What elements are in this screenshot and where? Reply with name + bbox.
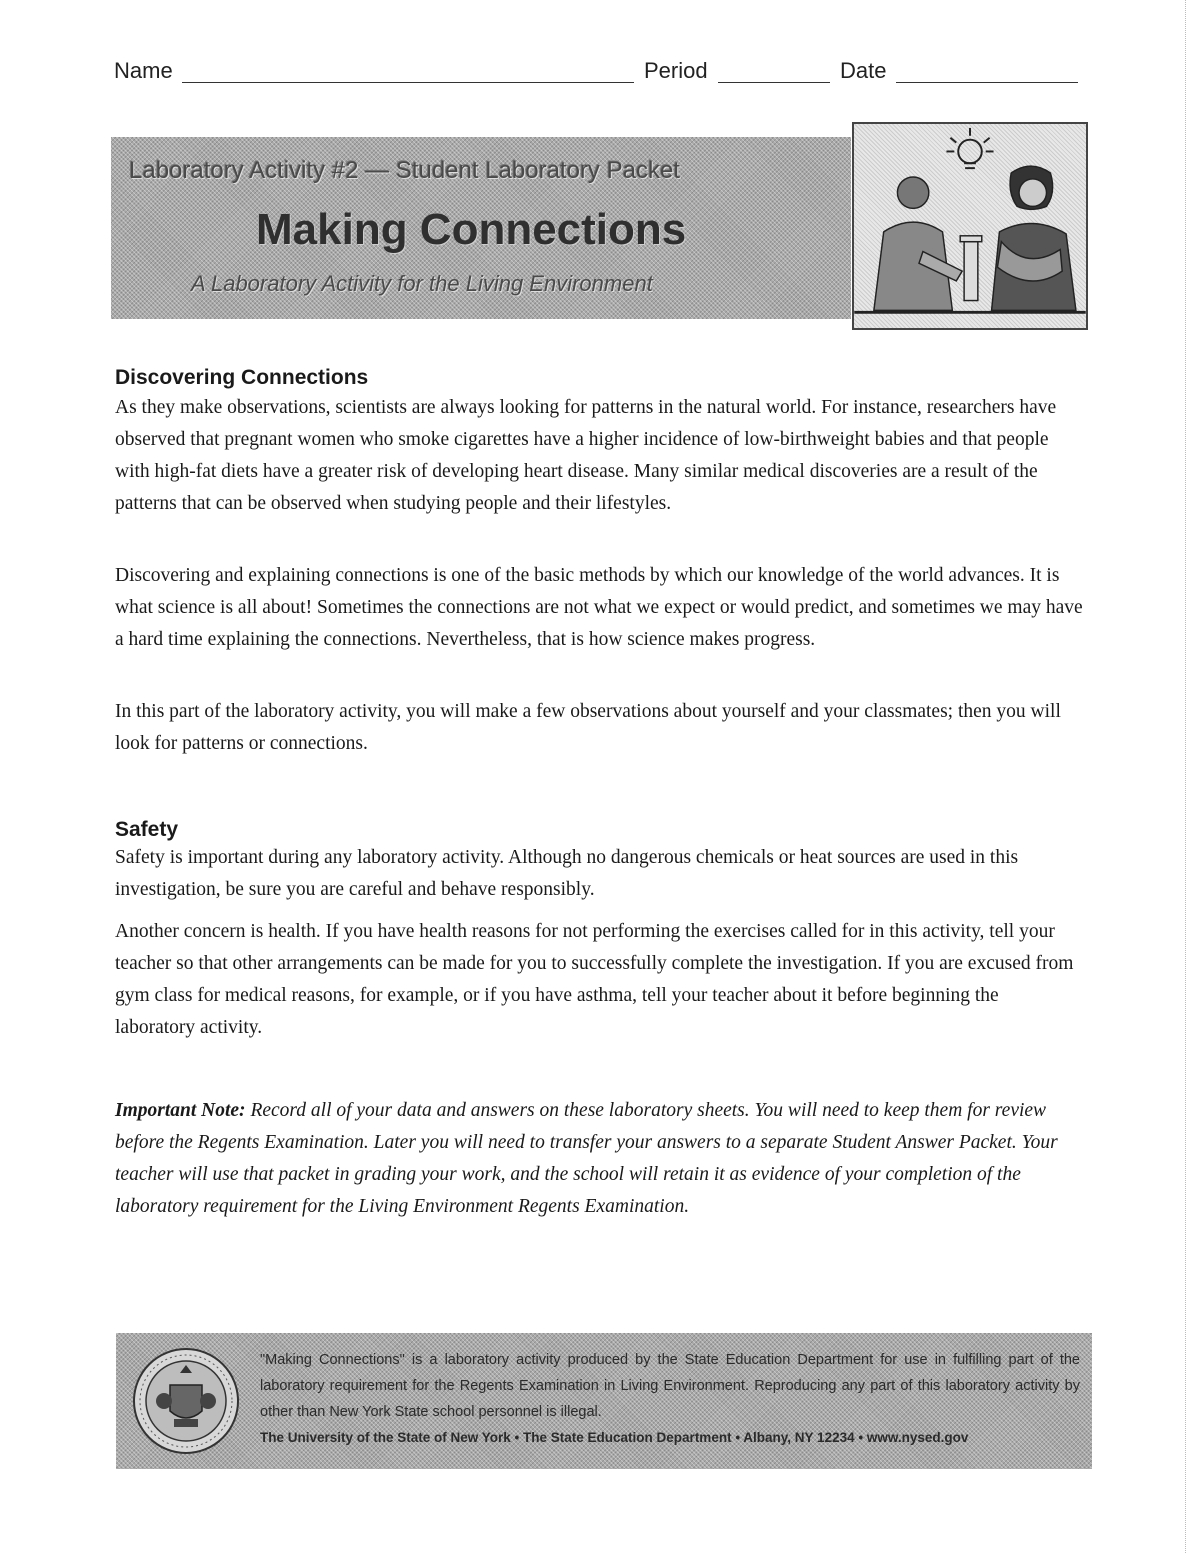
student-info-fields bbox=[114, 58, 1080, 90]
period-label: Period bbox=[644, 58, 708, 83]
safety-paragraph-2: Another concern is health. If you have health reasons for not performing the exercises called for in this activity, tell your teacher so that other arrangements can be made for you to successfully complete the investigation. If you are excused from gym class for medical reasons, for example, or if you have asthma, tell your teacher about it before beginning the laboratory activity. bbox=[115, 921, 1074, 1038]
safety-heading: Safety bbox=[115, 818, 179, 841]
date-field[interactable] bbox=[896, 82, 1078, 83]
name-label: Name bbox=[114, 58, 173, 83]
new-york-state-seal-icon bbox=[130, 1345, 242, 1457]
footer-notice: "Making Connections" is a laboratory activity produced by the State Education Department for use in fulfilling part of the laboratory requirement for the Regents Examination in Living Environment. Reproducing any part of this laboratory activity by other than New York State school personnel is illegal. bbox=[260, 1352, 1080, 1420]
footer-contact: The University of the State of New York • The State Education Department • Albany, NY 12234 • www.nysed.gov bbox=[260, 1430, 969, 1445]
banner-subtitle: A Laboratory Activity for the Living Environment bbox=[191, 271, 653, 296]
title-banner bbox=[111, 137, 851, 319]
discovering-paragraph-1: As they make observations, scientists are always looking for patterns in the natural world. For instance, researchers have observed that pregnant women who smoke cigarettes have a higher incidence of low-birthweight babies and that people with high-fat diets have a greater risk of developing heart disease. Many similar medical discoveries are a result of the patterns that can be observed when studying people and their lifestyles. bbox=[115, 397, 1057, 514]
page-title: Making Connections bbox=[256, 205, 687, 254]
important-note-text: Record all of your data and answers on these laboratory sheets. You will need to keep them for review before the Regents Examination. Later you will need to transfer your answers to a separate Student Answer Packet. Your teacher will use that packet in grading your work, and the school will retain it as evidence of your completion of the laboratory requirement for the Living Environment Regents Examination. bbox=[115, 1100, 1058, 1217]
name-field[interactable] bbox=[182, 82, 634, 83]
discovering-paragraph-3: In this part of the laboratory activity, you will make a few observations about yourself and your classmates; then you will look for patterns or connections. bbox=[115, 701, 1061, 754]
banner-kicker: Laboratory Activity #2 — Student Laboratory Packet bbox=[129, 157, 680, 184]
safety-paragraph-1: Safety is important during any laboratory activity. Although no dangerous chemicals or heat sources are used in this investigation, be sure you are careful and behave responsibly. bbox=[115, 847, 1019, 900]
discovering-paragraph-2: Discovering and explaining connections is one of the basic methods by which our knowledge of the world advances. It is what science is all about! Sometimes the connections are not what we expect or would predict, and sometimes we may have a hard time explaining the connections. Nevertheless, that is how science makes progress. bbox=[115, 565, 1083, 650]
footer-text bbox=[260, 1347, 1080, 1451]
illustration-icon bbox=[854, 124, 1086, 328]
scan-edge bbox=[1185, 0, 1186, 1553]
period-field[interactable] bbox=[718, 82, 830, 83]
date-label: Date bbox=[840, 58, 887, 83]
footer-banner bbox=[116, 1333, 1092, 1469]
important-note-lead: Important Note: bbox=[115, 1100, 246, 1121]
important-note bbox=[115, 1095, 1083, 1223]
students-at-lab-bench-illustration bbox=[852, 122, 1088, 330]
discovering-heading: Discovering Connections bbox=[115, 366, 369, 389]
